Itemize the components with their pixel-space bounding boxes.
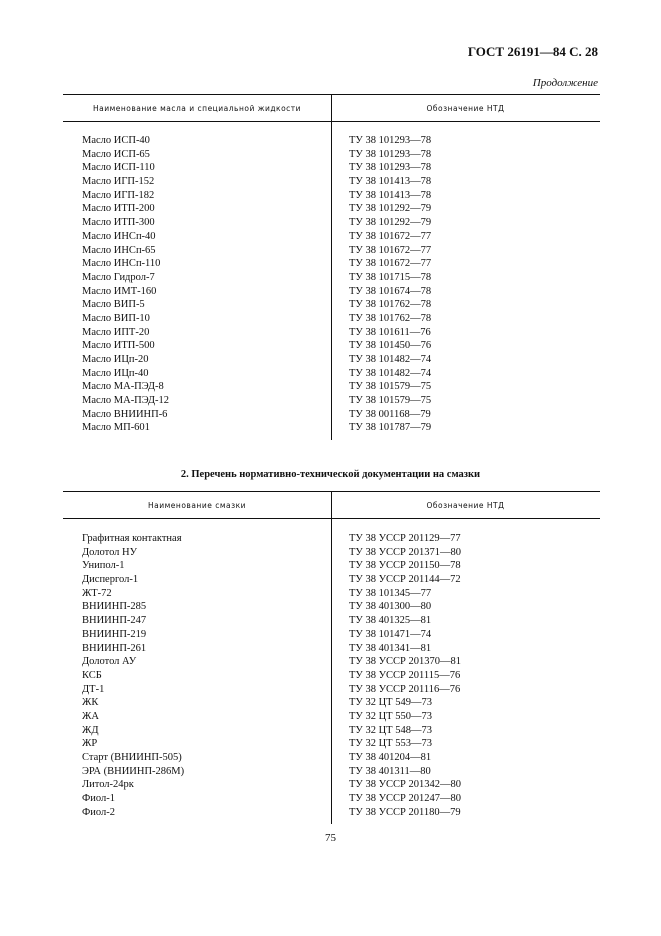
row-ntd-designation: ТУ 38 101762—78 (349, 312, 432, 324)
table-row (0, 532, 661, 546)
row-name: Масло ИПТ-20 (82, 326, 150, 338)
table2-column-header-name: Наименование смазки (148, 501, 246, 510)
table2-column-header-ntd: Обозначение НТД (426, 501, 505, 510)
table-row (0, 394, 661, 408)
row-ntd-designation: ТУ 38 101672—77 (349, 230, 432, 242)
row-name: Унипол-1 (82, 560, 125, 572)
table1-column-header-ntd: Обозначение НТД (426, 104, 505, 113)
table-row (0, 765, 661, 779)
row-name: ЖД (82, 724, 99, 736)
table1-body (0, 134, 661, 435)
table-row (0, 614, 661, 628)
table-row (0, 421, 661, 435)
table-row (0, 339, 661, 353)
table-row (0, 683, 661, 697)
row-ntd-designation: ТУ 38 401325—81 (349, 615, 432, 627)
row-name: Масло ИТП-500 (82, 340, 155, 352)
row-name: ВНИИНП-247 (82, 615, 147, 627)
row-ntd-designation: ТУ 32 ЦТ 548—73 (349, 724, 432, 736)
row-ntd-designation: ТУ 32 ЦТ 553—73 (349, 738, 432, 750)
row-name: Фиол-2 (82, 806, 116, 818)
table-row (0, 724, 661, 738)
table-row (0, 380, 661, 394)
row-name: ЖА (82, 710, 99, 722)
table-row (0, 298, 661, 312)
row-ntd-designation: ТУ 38 УССР 201247—80 (349, 793, 462, 805)
table-row (0, 189, 661, 203)
row-ntd-designation: ТУ 38 УССР 201150—78 (349, 560, 461, 572)
row-name: Долотол НУ (82, 546, 138, 558)
table-row (0, 806, 661, 820)
row-ntd-designation: ТУ 38 101293—78 (349, 135, 432, 146)
row-ntd-designation: ТУ 38 УССР 201371—80 (349, 546, 462, 558)
row-ntd-designation: ТУ 38 101611—76 (349, 326, 431, 338)
row-ntd-designation: ТУ 38 УССР 201180—79 (349, 806, 461, 818)
row-ntd-designation: ТУ 38 101715—78 (349, 271, 432, 283)
continued-label: Продолжение (532, 77, 598, 89)
row-ntd-designation: ТУ 38 401341—81 (349, 642, 432, 654)
row-ntd-designation: ТУ 38 101413—78 (349, 176, 432, 188)
table-row (0, 216, 661, 230)
table-row (0, 326, 661, 340)
row-ntd-designation: ТУ 38 101579—75 (349, 381, 432, 393)
row-name: ЭРА (ВНИИНП-286М) (82, 765, 185, 777)
table2-header-rule (63, 518, 600, 519)
row-name: Масло ИЦп-20 (82, 354, 149, 365)
table-row (0, 655, 661, 669)
table-row (0, 573, 661, 587)
table-row (0, 408, 661, 422)
row-name: Масло ИНСп-65 (82, 244, 156, 256)
row-name: ЖТ-72 (82, 587, 112, 599)
row-name: Графитная контактная (82, 533, 182, 544)
row-ntd-designation: ТУ 38 101674—78 (349, 285, 432, 297)
row-name: ЖК (82, 697, 99, 709)
row-name: ЖР (82, 738, 98, 750)
row-name: Масло ИНСп-40 (82, 230, 156, 242)
row-ntd-designation: ТУ 38 401300—80 (349, 601, 432, 613)
row-ntd-designation: ТУ 38 101293—78 (349, 148, 432, 160)
table1-column-header-name: Наименование масла и специальной жидкости (92, 104, 302, 113)
row-ntd-designation: ТУ 38 401311—80 (349, 765, 431, 777)
row-ntd-designation: ТУ 38 401204—81 (349, 752, 432, 763)
row-name: Масло ИСП-65 (82, 148, 150, 160)
row-name: Масло ИГП-152 (82, 176, 155, 188)
row-name: ВНИИНП-285 (82, 601, 147, 613)
row-name: Масло ИЦп-40 (82, 367, 149, 379)
table-row (0, 559, 661, 573)
table-row (0, 134, 661, 148)
table2-body (0, 532, 661, 819)
table-row (0, 367, 661, 381)
row-name: Масло ВИП-5 (82, 299, 145, 311)
row-ntd-designation: ТУ 38 101450—76 (349, 340, 432, 352)
row-ntd-designation: ТУ 38 УССР 201129—77 (349, 533, 461, 544)
row-name: Литол-24рк (82, 779, 134, 791)
table-row (0, 546, 661, 560)
row-name: Долотол АУ (82, 656, 137, 668)
row-name: Фиол-1 (82, 793, 116, 805)
row-name: Масло ИСП-110 (82, 162, 155, 174)
row-name: ДТ-1 (82, 683, 105, 695)
table-row (0, 669, 661, 683)
row-name: Масло ИГП-182 (82, 189, 155, 201)
table-row (0, 257, 661, 271)
row-name: Масло ВНИИНП-6 (82, 408, 168, 420)
row-ntd-designation: ТУ 38 101762—78 (349, 299, 432, 311)
table-row (0, 312, 661, 326)
table-row (0, 587, 661, 601)
row-name: Масло МА-ПЭД-12 (82, 395, 169, 407)
row-name: Масло МА-ПЭД-8 (82, 381, 164, 393)
row-name: Масло ИТП-200 (82, 203, 155, 215)
page-number: 75 (325, 832, 336, 844)
row-ntd-designation: ТУ 38 101293—78 (349, 162, 432, 174)
row-name: Старт (ВНИИНП-505) (82, 752, 182, 763)
table-row (0, 285, 661, 299)
table-row (0, 696, 661, 710)
table-row (0, 161, 661, 175)
row-name: Масло ИСП-40 (82, 135, 150, 146)
row-ntd-designation: ТУ 32 ЦТ 549—73 (349, 697, 432, 709)
table-row (0, 148, 661, 162)
table-row (0, 600, 661, 614)
row-ntd-designation: ТУ 38 101413—78 (349, 189, 432, 201)
row-ntd-designation: ТУ 38 УССР 201342—80 (349, 779, 462, 791)
row-ntd-designation: ТУ 32 ЦТ 550—73 (349, 710, 432, 722)
row-ntd-designation: ТУ 38 УССР 201115—76 (349, 669, 461, 681)
row-name: ВНИИНП-219 (82, 628, 147, 640)
row-ntd-designation: ТУ 38 101292—79 (349, 203, 432, 215)
row-name: Масло ВИП-10 (82, 312, 150, 324)
row-ntd-designation: ТУ 38 101482—74 (349, 354, 432, 365)
table-row (0, 751, 661, 765)
row-name: Масло Гидрол-7 (82, 271, 155, 283)
row-name: Масло ИТП-300 (82, 217, 155, 229)
row-ntd-designation: ТУ 38 101787—79 (349, 422, 432, 434)
table-row (0, 271, 661, 285)
row-ntd-designation: ТУ 38 101672—77 (349, 244, 432, 256)
row-name: ВНИИНП-261 (82, 642, 147, 654)
row-ntd-designation: ТУ 38 101292—79 (349, 217, 432, 229)
row-ntd-designation: ТУ 38 УССР 201144—72 (349, 574, 461, 586)
row-ntd-designation: ТУ 38 101482—74 (349, 367, 432, 379)
table1-header-rule (63, 121, 600, 122)
table-row (0, 642, 661, 656)
row-ntd-designation: ТУ 38 101471—74 (349, 628, 432, 640)
row-name: Масло ИНСп-110 (82, 258, 161, 270)
table-row (0, 175, 661, 189)
row-ntd-designation: ТУ 38 УССР 201116—76 (349, 683, 461, 695)
table-row (0, 792, 661, 806)
table-row (0, 778, 661, 792)
row-name: КСБ (82, 669, 102, 681)
row-ntd-designation: ТУ 38 101672—77 (349, 258, 432, 270)
row-ntd-designation: ТУ 38 УССР 201370—81 (349, 656, 462, 668)
table-row (0, 353, 661, 367)
row-name: Масло ИМТ-160 (82, 285, 157, 297)
document-reference: ГОСТ 26191—84 С. 28 (467, 44, 598, 59)
table-row (0, 737, 661, 751)
table-row (0, 202, 661, 216)
table-row (0, 710, 661, 724)
row-ntd-designation: ТУ 38 001168—79 (349, 408, 431, 420)
table-row (0, 230, 661, 244)
row-ntd-designation: ТУ 38 101579—75 (349, 395, 432, 407)
row-ntd-designation: ТУ 38 101345—77 (349, 587, 432, 599)
table-row (0, 628, 661, 642)
section-2-title: 2. Перечень нормативно-технической документации на смазки (180, 469, 481, 480)
row-name: Масло МП-601 (82, 422, 150, 434)
row-name: Диспергол-1 (82, 574, 139, 586)
table-row (0, 244, 661, 258)
